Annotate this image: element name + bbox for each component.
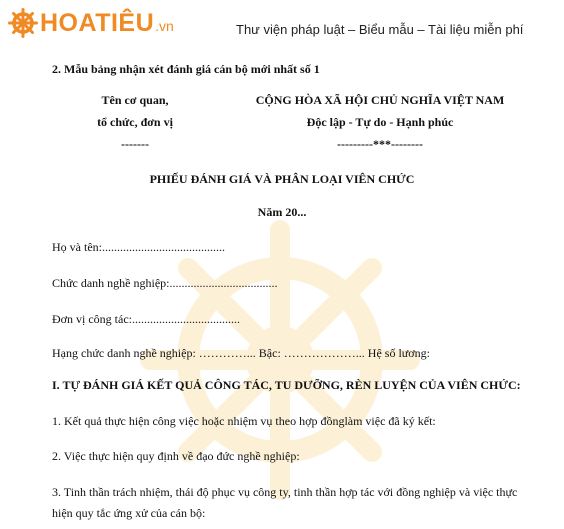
ship-wheel-logo-icon xyxy=(8,8,38,38)
site-tagline: Thư viện pháp luật – Biểu mẫu – Tài liệu miễn phí xyxy=(236,22,524,37)
site-header xyxy=(0,0,564,50)
agency-divider: ------- xyxy=(121,137,149,151)
logo-suffix: .vn xyxy=(155,18,174,34)
field-rank-grade-salary: Hạng chức danh nghề nghiệp: …………... Bậc: ………………... Hệ số lương: xyxy=(52,346,430,360)
field-work-unit: Đơn vị công tác:.................................... xyxy=(52,312,240,326)
part1-heading: I. TỰ ĐÁNH GIÁ KẾT QUẢ CÔNG TÁC, TU DƯỠNG, RÈN LUYỆN CỦA VIÊN CHỨC: xyxy=(52,378,521,392)
site-logo[interactable] xyxy=(8,8,174,38)
item-1: 1. Kết quả thực hiện công việc hoặc nhiệm vụ theo hợp đồnglàm việc đã ký kết: xyxy=(52,414,436,428)
field-job-title: Chức danh nghề nghiệp:.................................... xyxy=(52,276,278,290)
agency-name-label: Tên cơ quan, xyxy=(101,93,169,107)
field-full-name: Họ và tên:......................................... xyxy=(52,240,225,254)
document-title: PHIẾU ĐÁNH GIÁ VÀ PHÂN LOẠI VIÊN CHỨC xyxy=(149,172,415,186)
national-divider: ---------***-------- xyxy=(337,137,423,151)
section-heading: 2. Mẫu bảng nhận xét đánh giá cán bộ mới nhất số 1 xyxy=(52,62,320,76)
item-3-line-1: 3. Tinh thần trách nhiệm, thái độ phục vụ công ty, tinh thần hợp tác với đồng nghiệp và việc thực xyxy=(52,485,518,499)
item-3-line-2: hiện quy tắc ứng xử của cán bộ: xyxy=(52,506,206,520)
logo-text: HOATIÊU xyxy=(40,8,155,37)
national-title: CỘNG HÒA XÃ HỘI CHỦ NGHĨA VIỆT NAM xyxy=(255,93,505,107)
document-year: Năm 20... xyxy=(257,205,307,219)
agency-unit-label: tổ chức, đơn vị xyxy=(97,115,173,129)
national-motto: Độc lập - Tự do - Hạnh phúc xyxy=(306,115,454,129)
item-2: 2. Việc thực hiện quy định về đạo đức nghề nghiệp: xyxy=(52,449,300,463)
